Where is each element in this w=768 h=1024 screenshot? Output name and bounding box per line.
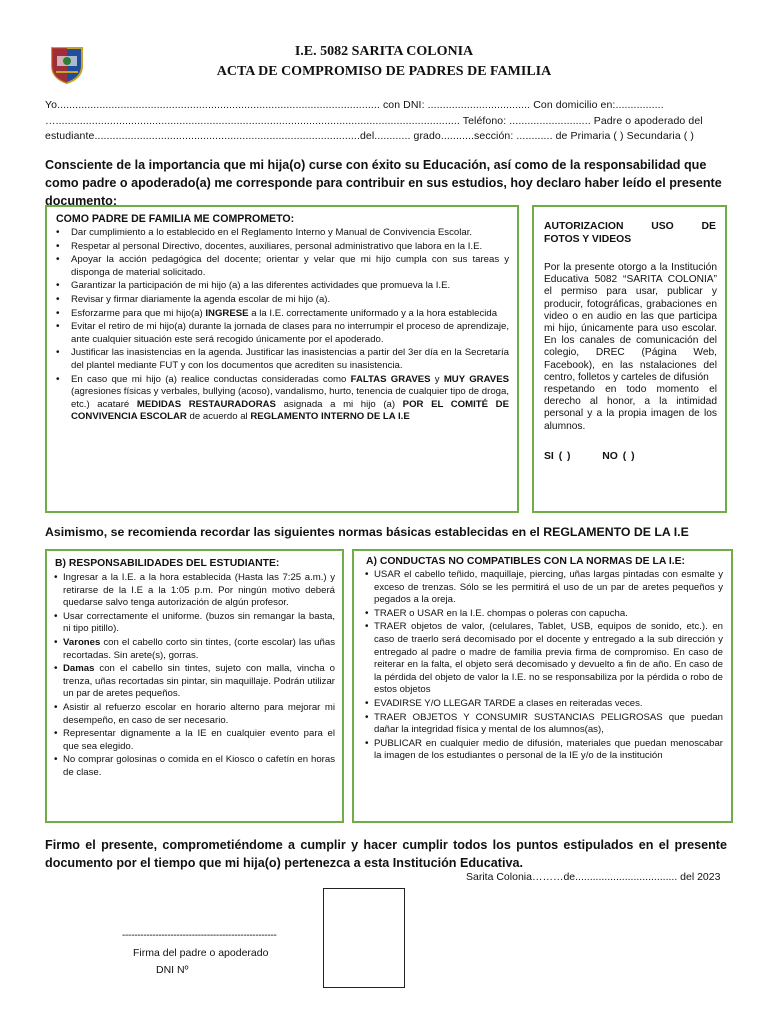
list-item: • Apoyar la acción pedagógica del docente; orientar y velar que mi hijo cumpla con sus tareas y disponga de material solicitado. xyxy=(51,254,509,279)
list-item: • Esforzarme para que mi hijo(a) INGRESE a la I.E. correctamente uniformado y a la hora establecida xyxy=(51,308,509,321)
authorization-options[interactable] xyxy=(544,451,725,462)
yes-checkbox[interactable]: SI ( ) xyxy=(544,450,571,462)
list-item: • Asistir al refuerzo escolar en horario alterno para mejorar mi desempeño, en caso de ser necesario. xyxy=(51,702,335,727)
list-item: • Ingresar a la I.E. a la hora establecida (Hasta las 7:25 a.m.) y retirarse de la I.E a la 1:05 p.m. Por ningún motivo deberá quedarse salvo tenga autorización de algún profesor. xyxy=(51,572,335,610)
list-item: • No comprar golosinas o comida en el Kiosco o cafetín en horas de clase. xyxy=(51,754,335,779)
list-item: • TRAER OBJETOS Y CONSUMIR SUSTANCIAS PELIGROSAS que puedan dañar la integridad física y mental de los alumnos(as), xyxy=(362,712,723,737)
list-item: • Varones con el cabello corto sin tintes, (corte escolar) las uñas recortadas. Sin arete(s), gorras. xyxy=(51,637,335,662)
form-line-name[interactable]: Yo........................................................................................................... con DNI: .................................. Con domicilio en:................ xyxy=(45,99,664,111)
photo-authorization-box xyxy=(532,205,727,513)
list-item: • Respetar al personal Directivo, docentes, auxiliares, personal administrativo que labora en la I.E. xyxy=(51,241,509,254)
norms-intro: Asimismo, se recomienda recordar las siguientes normas básicas establecidas en el REGLAMENTO DE LA I.E xyxy=(45,525,689,539)
authorization-subheading: FOTOS Y VIDEOS xyxy=(544,234,632,245)
list-item: • En caso que mi hijo (a) realice conductas consideradas como FALTAS GRAVES y MUY GRAVES (agresiones físicas y verbales, bullying (acoso), vandalismo, hurto, tenencia de cualquier tipo de droga, etc.) acataré MEDIDAS RESTAURADORAS asignada a mi hijo (a) POR EL COMITÉ DE CONVIVENCIA ESCOLAR de acuerdo al REGLAMENTO INTERNO DE LA I.E xyxy=(51,374,509,424)
responsibilities-heading: B) RESPONSABILIDADES DEL ESTUDIANTE: xyxy=(55,558,280,569)
form-line-phone[interactable]: …...................................................................................................................................... Teléfono: ........................... Padre o apoderado del xyxy=(45,115,703,127)
fingerprint-box xyxy=(323,888,405,988)
authorization-text: Por la presente otorgo a la Institución Educativa 5082 “SARITA COLONIA” el permiso para usar, publicar y producir, fotográficas, grabaciones en video o en audio en las que participa mi hijo, únicamente para uso escolar. En los canales de comunicación del colegio, DREC (Página Web, Facebook), en las nstalaciones del centro, folletos y carteles de difusión xyxy=(544,262,717,383)
incompatible-conduct-box xyxy=(352,549,733,823)
parent-commitment-box xyxy=(45,205,519,513)
closing-statement: Firmo el presente, comprometiéndome a cumplir y hacer cumplir todos los puntos estipulados en el presente documento por el tiempo que mi hija(o) pertenezca a esta Institución Educativa. xyxy=(45,838,727,870)
list-item: • Representar dignamente a la IE en cualquier evento para el que sea elegido. xyxy=(51,728,335,753)
place-date-field[interactable]: Sarita Colonia………de................................... del 2023 xyxy=(466,871,721,883)
list-item: • Evitar el retiro de mi hijo(a) durante la jornada de clases para no interrumpir el proceso de aprendizaje, ante cualquier situación este será recogido únicamente por el apoderado. xyxy=(51,321,509,346)
list-item: • Justificar las inasistencias en la agenda. Justificar las inasistencias a partir del 3er día en la Secretaría del plantel mediante FUT y con los documentos que acrediten su inasistencia. xyxy=(51,347,509,372)
list-item: • PUBLICAR en cualquier medio de difusión, materiales que puedan menoscabar la imagen de los estudiantes o personal de la IE y/o de la institución xyxy=(362,738,723,763)
student-responsibilities-box xyxy=(45,549,344,823)
commitment-heading: COMO PADRE DE FAMILIA ME COMPROMETO: xyxy=(56,213,295,225)
list-item: • Dar cumplimiento a lo establecido en el Reglamento Interno y Manual de Convivencia Escolar. xyxy=(51,227,509,240)
list-item: • Revisar y firmar diariamente la agenda escolar de mi hijo (a). xyxy=(51,294,509,307)
conduct-heading: A) CONDUCTAS NO COMPATIBLES CON LA NORMAS DE LA I.E: xyxy=(366,556,686,567)
list-item: • Garantizar la participación de mi hijo (a) a las diferentes actividades que promueva la I.E. xyxy=(51,280,509,293)
signature-label: Firma del padre o apoderado xyxy=(133,947,269,959)
list-item: • Usar correctamente el uniforme. (buzos sin remangar la basta, ni tipo pitillo). xyxy=(51,611,335,636)
list-item: • TRAER objetos de valor, (celulares, Tablet, USB, equipos de sonido, etc.). en caso de traerlo será decomisado por el docente y entregado a la sub dirección y entregado al padre o madre de familia previa firma de compromiso. En caso de reiterar en la falta, el objeto será decomisado y devuelto a fin de año. En caso de la pérdida del objeto de valor la I.E. no se responsabiliza por la pérdida o robo de estos objetos xyxy=(362,621,723,697)
dni-label: DNI Nº xyxy=(156,964,189,976)
list-item: • EVADIRSE Y/O LLEGAR TARDE a clases en reiteradas veces. xyxy=(362,698,723,711)
intro-paragraph: Consciente de la importancia que mi hija(o) curse con éxito su Educación, así como de la responsabilidad que como padre o apoderado(a) me corresponde para contribuir en sus estudios, hoy declaro haber leído el presente documento: xyxy=(45,158,722,208)
authorization-heading: AUTORIZACION USO DE xyxy=(544,221,716,232)
no-checkbox[interactable]: NO ( ) xyxy=(602,450,635,462)
signature-line[interactable]: --------------------------------------------------- xyxy=(122,930,277,941)
list-item: • USAR el cabello teñido, maquillaje, piercing, uñas largas pintadas con esmalte y exceso de trenzas. Sólo se les permitirá el uso de un par de aretes pequeños y pegados a la oreja. xyxy=(362,569,723,607)
school-name: I.E. 5082 SARITA COLONIA xyxy=(294,44,474,59)
list-item: • TRAER o USAR en la I.E. chompas o poleras con capucha. xyxy=(362,608,723,621)
list-item: • Damas con el cabello sin tintes, sujeto con malla, vincha o trenza, uñas recortadas sin pintar, sin maquillaje. Podrán utilizar un par de aretes pequeños. xyxy=(51,663,335,701)
document-title: ACTA DE COMPROMISO DE PADRES DE FAMILIA xyxy=(216,64,552,79)
form-line-student[interactable]: estudiante........................................................................................del............ grado...........sección: ............ de Primaria ( ) Secundaria ( ) xyxy=(45,130,694,142)
authorization-text-2: respetando en todo momento el derecho al honor, a la intimidad personal y a la propia imagen de los alumnos. xyxy=(544,384,717,432)
